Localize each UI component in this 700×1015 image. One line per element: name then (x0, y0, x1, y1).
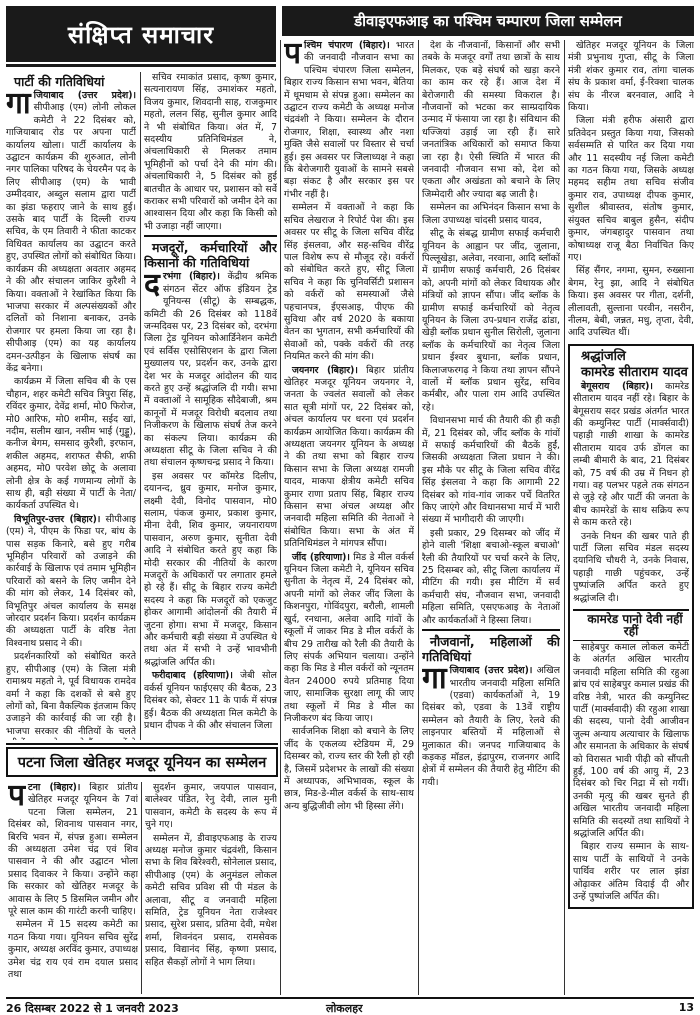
dateline: टना (बिहार)। (28, 782, 81, 793)
paragraph: सचिव रमाकांत प्रसाद, कृष्ण कुमार, सत्यनारायण सिंह, उमाशंकर महतो, विजय कुमार, शिवदानी साह, राजकुमार महतो, ललन सिंह, सुनील कुमार आदि ने भी संबोधित किया। अंत में, 7 सदस्यीय प्रतिनिधिमंडल ने, अंचलाधिकारी से मिलकर तमाम भूमिहीनों को पर्चा देने की मांग की। अंचलाधिकारी ने, 5 दिसंबर को हुई बातचीत के आधार पर, प्रशासन को सर्वे कराकर सभी परिवारों को जमीन देने का आश्वासन दिया और कहा कि किसी को भी उजाड़ा नहीं जाएगा। (144, 72, 277, 232)
dateline: जयनगर (बिहार)। (292, 364, 358, 376)
paragraph: इस अवसर पर कॉमरेड दिलीप, दयानन्द, ध्रुव कुमार, मनोज कुमार, लक्ष्मी देवी, विनोद पासवान, मो0 सलाम, पंकज कुमार, प्रकाश कुमार, मीना देवी, शिव कुमार, जयनारायण पासवान, अरुण कुमार, सुनीता देवी आदि ने संबोधित करते हुए कहा कि मोदी सरकार की नीतियों के कारण मजदूरों के अधिकारों पर लगातार हमले हो रहे हैं। सीटू के बिहार राज्य कमेटी सदस्य ने कहा कि मजदूरों को एकजुट होकर आगामी आंदोलनों की तैयारी में जुटना होगा। सभा में मजदूर, किसान और कर्मचारी बड़ी संख्या में उपस्थित थे तथा अंत में सभी ने उन्हें भावभीनी श्रद्धांजलि अर्पित की। (144, 470, 277, 668)
page-number: 13 (678, 1001, 694, 1014)
dateline: जींद (हरियाणा)। (292, 551, 350, 563)
tribute-subheading: कामरेड सीताराम यादव (581, 364, 688, 380)
paragraph: केंद्रीय श्रमिक संगठन सेंटर ऑफ इंडियन ट्रेड यूनियन्स (सीटू) के सम्बद्धक, कमिटी की 26 दिसंबर को 118वें जन्मदिवस पर, 23 दिसंबर को, दरभंगा जिला ट्रेड यूनियन कोआर्डिनेशन कमेटी एवं सर्विस एसोसिएशन के द्वारा जिला मुख्यालय पर, प्रदर्शन कर, उनके द्वारा देश भर के मजदूर आंदोलन की याद करते हुए उन्हें श्रद्धांजलि दी गयी। सभा में वक्ताओं ने सामूहिक सौदेबाजी, श्रम कानूनों में मजदूर विरोधी बदलाव तथा निजीकरण के खिलाफ संघर्ष तेज करने का संकल्प लिया। कार्यक्रम की अध्यक्षता सीटू के जिला सचिव ने की तथा संचालन कृष्णचन्द्र प्रसाद ने किया। (144, 271, 277, 469)
dateline: रभंगा (बिहार)। (162, 271, 220, 283)
paragraph: प्रदर्शनकारियों को संबोधित करते हुए, सीपीआइ (एम) के जिला मंत्री रामाश्रय महतो ने, पूर्व विधायक रामदेव वर्मा ने कहा कि दशकों से बसे हुए लोगों को, बिना वैकल्पिक इंतजाम किए उजाड़ने की कार्रवाई की जा रही है। भाजपा सरकार की नीतियों के चलते (6, 651, 136, 737)
paragraph: उनके निधन की खबर पाते ही पार्टी जिला सचिव मंडल सदस्य दयानिधि चौधरी ने, उनके निवास, पहाड़ी गाछी पहुंचकर, उन्हें पुष्पांजलि अर्पित करते हुए श्रद्धांजलि दी। (573, 530, 689, 604)
paragraph: सम्मेलन का अभिनंदन किसान सभा के जिला उपाध्यक्ष चांदसी प्रसाद यादव, (422, 202, 560, 226)
paragraph: कार्यक्रम में जिला सचिव बी के एस चौहान, शहर कमेटी सचिव त्रिपुरा सिंह, रविंदर कुमार, देवेंद्र शर्मा, मो0 फिरोज, मो0 आरिफ, मो0 शमीम, सईद खां, नदीम, सलीम खान, नसीम भाई (गुड्डू), कनीज बेगम, समसाद कुरैशी, इरफान, शकील अहमद, शराफत सैफी, शफी अहमद, मो0 परवेश छोटू के अलावा लोनी क्षेत्र के कई गणमान्य लोगों के साथ ही, बड़ी संख्या में पार्टी के नेता/कार्यकर्ता उपस्थित थे। (6, 376, 136, 512)
paragraph: जिला मंत्री हरीफ अंसारी द्वारा प्रतिवेदन प्रस्तुत किया गया, जिसको सर्वसम्मति से पारित कर दिया गया और 11 सदस्यीय नई जिला कमेटी का गठन किया गया, जिसके अध्यक्ष महमद सहीम तथा सचिव संजीव कुमार राव, उपाध्यक्ष दीपक कुमार, सुशील श्रीवास्तव, संतोष कुमार, संयुक्त सचिव बाबुल हुसैन, संदीप कुमार, जंगबहादुर पासवान तथा कोषाध्यक्ष राजू बैठा निर्वाचित किए गए। (568, 115, 694, 263)
column-divider (418, 40, 419, 995)
paragraph: विधानसभा मार्च की तैयारी की ही कड़ी में, 21 दिसंबर को, जींद ब्लॉक के गांवों में सफाई कर्मचारियों की बैठकें हुईं, जिसकी अध्यक्षता जिला प्रधान ने की। इस मौके पर सीटू के जिला सचिव वीरेंद्र सिंह इंसलवा ने कहा कि आगामी 22 दिसंबर को गांव-गांव जाकर पर्चे वितरित किए जाएंगे और विधानसभा मार्च में भारी संख्या में भागीदारी की जाएगी। (422, 415, 560, 526)
dateline: जियाबाद (उत्तर प्रदेश)। (33, 90, 136, 101)
workers-activities-kicker: मजदूरों, कर्मचारियों और किसानों की गतिविधियां (144, 235, 277, 270)
column-3 (284, 40, 414, 993)
obituary-heading: कामरेड पानो देवी नहीं रहीं (573, 609, 689, 641)
tribute-box (568, 344, 694, 910)
paragraph: सीपीआइ (एम) लोनी लोकल कमेटी ने 22 दिसंबर को, गाजियाबाद रोड पर अपना पार्टी कार्यालय खोला। पार्टी कार्यालय के उद्घाटन कार्यक्रम की शुरुआत, लोनी नगर पालिका परिषद के चेयरमैन पद के लिए सीपीआइ (एम) के भावी उम्मीदवार, अब्दुल सलाम द्वारा पार्टी का झंडा फहराए जाने के साथ हुई। उसके बाद पार्टी के दिल्ली राज्य सचिव, के एम तिवारी ने फीता काटकर विधिवत कार्यालय का उद्घाटन करते हुए, उपस्थित लोगों को संबोधित किया। कार्यक्रम की अध्यक्षता अवतार अहमद ने की और संचालन जाकिर कुरैशी ने किया। वक्ताओं ने रेखांकित किया कि भाजपा सरकार में अल्पसंख्यकों और दलितों को निशाना बनाकर, उनके रोजगार पर हमला किया जा रहा है। सीपीआइ (एम) का यह कार्यालय दमन-उत्पीड़न के खिलाफ संघर्ष का केंद्र बनेगा। (6, 102, 136, 374)
patna-headline: पटना जिला खेतिहर मजदूर यूनियन का सम्मेलन (6, 747, 278, 777)
paragraph: सम्मेलन में 15 सदस्य कमेटी का गठन किया गया। यूनियन सचिव सुरेंद्र कुमार, अध्यक्ष अरविंद कुमार, उपाध्यक्ष उमेश चंद्र राय एवं राम दयाल प्रसाद तथा (8, 919, 138, 981)
paragraph: देश के नौजवानों, किसानों और सभी तबके के मजदूर वर्गों तथा छात्रों के साथ मिलकर, एक बड़े संघर्ष को खड़ा करने का काम कर रहे हैं। आज देश में बेरोजगारी की समस्या विकराल है। नौजवानों को भटका कर साम्प्रदायिक उन्माद में फंसाया जा रहा है। संविधान की धज्जियां उड़ाई जा रही हैं। सारे जनतांत्रिक अधिकारों को समाप्त किया जा रहा है। ऐसी स्थिति में भारत की जनवादी नौजवान सभा को, देश को एकता और अखंडता को बचाने के लिए जिम्मेदारी और ज्यादा बढ़ जाती है। (422, 40, 560, 200)
paragraph: सम्मेलन में, डीवाइएफआइ के राज्य अध्यक्ष मनोज कुमार चंद्रवंशी, किसान सभा के शिव बिरेश्वरी, सोनेलाल प्रसाद, सीपीआइ (एम) के अनुमंडल लोकल कमेटी सचिव प्रविश सी पी मंडल के अलावा, सीटू व जनवादी महिला समिति, ट्रेड यूनियन नेता राजेश्वर प्रसाद, सुरेश प्रसाद, प्रतिमा देवी, मधेश शर्मा, शिवनंदन प्रसाद, रामसेवक प्रसाद, विद्यानंद सिंह, कृष्णा प्रसाद, सहित सैकड़ों लोगों ने भाग लिया। (145, 832, 277, 968)
dropcap: प (284, 40, 302, 71)
section-rule (6, 743, 278, 745)
paragraph: सम्मेलन में वक्ताओं ने कहा कि सचिव लेखराज ने रिपोर्ट पेश की। इस अवसर पर सीटू के जिला सचिव वीरेंद्र सिंह इंसलवा, और सह-सचिव वीरेंद्र पाल विशेष रूप से मौजूद रहे। वर्करों को संबोधित करते हुए, सीटू जिला सचिव ने कहा कि चुनिवर्सिटी प्रशासन को वर्करों को समस्याओं जैसे पहचानपत्र, ईएसआइ, पीएफ की सुविधा और वर्ष 2020 के बकाया वेतन का भुगतान, सभी कर्मचारियों की सेवाओं को, पक्के वर्करों की तरह नियमित करने की मांग की। (284, 202, 414, 363)
paragraph: खेतिहर मजदूर यूनियन के जिला मंत्री प्रभुनाथ गुप्ता, सीटू के जिला मंत्री शंकर कुमार राव, तांगा चालक संघ के प्रकाश वर्मा, ई-रिक्शा चालक संघ के नीरज बरनवाल, आदि ने किया। (568, 40, 694, 114)
tribute-heading: श्रद्धांजलि (581, 348, 626, 364)
column-1 (6, 72, 136, 740)
paragraph: बिहार प्रांतीय खेतिहर मजदूर यूनियन जयनगर ने, जनता के ज्वलंत सवालों को लेकर सात सूत्री मांगों पर, 22 दिसंबर को, अंचल कार्यालय पर धरना एवं प्रदर्शन कार्यक्रम आयोजित किया। कार्यक्रम की अध्यक्षता जयनगर यूनियन के अध्यक्ष ने की तथा सभा को बिहार राज्य किसान सभा के जिला अध्यक्ष रामजी यादव, माकपा क्षेत्रीय कमेटी सचिव कुमार राणा प्रताप सिंह, बिहार राज्य किसान सभा अंचल अध्यक्ष और जनवादी महिला समिति की नेताओं ने संबोधित किया। सभा के अंत में प्रतिनिधिमंडल ने मांगपत्र सौंपा। (284, 364, 414, 550)
column-divider (141, 782, 142, 994)
paragraph: सुदर्शन कुमार, जयपाल पासवान, बालेश्वर पंडित, रेनु देवी, लाल मुनी पासवान, कमेटी के सदस्य के रूप में चुने गए। (145, 782, 277, 831)
dateline: श्चिम चंपारण (बिहार)। (304, 40, 390, 51)
patna-column-2 (145, 782, 277, 994)
paragraph: भारत की जनवादी नौजवान सभा का पश्चिम चंपारण जिला सम्मेलन, बिहार राज्य किसान सभा भवन, बेतिया में धूमधाम से संपन्न हुआ। सम्मेलन का उद्घाटन राज्य कमेटी के अध्यक्ष मनोज चंद्रवंशी ने किया। सम्मेलन के दौरान रोजगार, शिक्षा, स्वास्थ्य और नशा मुक्ति जैसे सवालों पर विस्तार से चर्चा हुई। इस अवसर पर जिलाध्यक्ष ने कहा कि बेरोजगारी युवाओं के सामने सबसे बड़ा संकट है और सरकार इस पर गंभीर नहीं है। (284, 40, 414, 200)
paragraph: कामरेड सीताराम यादव नहीं रहे। बिहार के बेगूसराय सदर प्रखंड अंतर्गत भारत की कम्युनिस्ट पार्टी (मार्क्सवादी) पहाड़ी गाछी शाखा के कामरेड सीताराम यादव उर्फ डोंगल का लम्बी बीमारी के बाद, 21 दिसंबर को, 75 वर्ष की उम्र में निधन हो गया। वह पलभर पहले तक संगठन से जुड़े रहे और पार्टी की जनता के बीच कामरेडों के साथ सक्रिय रूप से काम करते रहे। (573, 380, 689, 529)
paragraph: बिहार प्रांतीय खेतिहर मजदूर यूनियन के 7वां पटना जिला सम्मेलन, 21 दिसंबर को, शिवनाथ पासवान नगर, बिरचि भवन में, संपन्न हुआ। सम्मेलन की अध्यक्षता उमेश चंद्र एवं शिव पासवान ने की और उद्घाटन भोला प्रसाद दिवाकर ने किया। उन्होंने कहा कि सरकार को खेतिहर मजदूर के आवास के लिए 5 डिसमिल जमीन और पूरे साल काम की गारंटी करनी चाहिए। (8, 782, 138, 918)
dateline: फरीदाबाद (हरियाणा)। (152, 670, 233, 682)
column-4 (422, 40, 560, 993)
section-masthead: संक्षिप्त समाचार (6, 6, 276, 62)
publication-name: लोकलहर (326, 1002, 363, 1015)
dropcap: द (144, 267, 160, 303)
paragraph: इसी प्रकार, 29 दिसम्बर को जींद में होने वाली 'शिक्षा बचाओ-स्कूल बचाओ' रैली की तैयारियों पर चर्चा करने के लिए, 25 दिसम्बर को, सीटू जिला कार्यालय में मीटिंग की गयी। इस मीटिंग में सर्व कर्मचारी संघ, नौजवान सभा, जनवादी महिला समिति, एसएफआइ के नेताओं और कार्यकर्ताओं ने हिस्सा लिया। (422, 527, 560, 626)
paragraph: सीटू के संबद्ध ग्रामीण सफाई कर्मचारी यूनियन के आह्वान पर जींद, जुलाना, पिल्लूखेड़ा, अलेवा, नरवाना, आदि ब्लॉकों में ग्रामीण सफाई कर्मचारी, 26 दिसंबर को, अपनी मांगों को लेकर विधायक और मंत्रियों को ज्ञापन सौंपा। जींद ब्लॉक के ग्रामीण सफाई कर्मचारियों को नेतृत्व यूनियन के जिला उप-प्रधान राजेंद्र ढांडा, खेड़ी ब्लॉक प्रधान सुनील सिरोली, जुलाना ब्लॉक के कर्मचारियों का नेतृत्व जिला प्रधान ईश्वर बुधाना, ब्लॉक प्रधान, किलाजफरगढ़ ने किया तथा ज्ञापन सौंपने वालों में ब्लॉक प्रधान सुरेंद्र, सचिव कर्मबीर, और पाला राम आदि उपस्थित रहे। (422, 228, 560, 413)
patna-column-1 (8, 782, 138, 994)
dateline: विभूतिपुर-उत्तर (बिहार)। (14, 513, 101, 525)
youth-women-kicker: नौजवानों, महिलाओं की गतिविधियां (422, 629, 560, 664)
main-headline: डीवाइएफआइ का पश्चिम चम्पारण जिला सम्मेलन (282, 6, 694, 36)
paragraph: सीपीआइ (एम) ने, पीएम के फिडा पर, बांध के पास सड़क किनारे, बसे हुए गरीब भूमिहीन परिवारों को उजाड़ने की कार्रवाई के खिलाफ एवं तमाम भूमिहीन परिवारों को बसने के लिए जमीन देने की मांग को लेकर, 14 दिसंबर को, विभूतिपुर अंचल कार्यालय के समक्ष जोरदार प्रदर्शन किया। प्रदर्शन कार्यक्रम की अध्यक्षता पार्टी के वरिष्ठ नेता विश्वनाथ प्रसाद ने की। (6, 513, 136, 649)
dropcap: प (8, 782, 26, 813)
column-2 (144, 72, 277, 740)
page-footer (6, 997, 694, 1013)
paragraph: अखिल भारतीय जनवादी महिला समिति (एडवा) कार्यकर्ताओं ने, 19 दिसंबर को, एडवा के 13वें राष्ट्रीय सम्मेलन को तैयारी के लिए, रेलवे की लाइनपार बस्तियों में महिलाओं से मुलाकात की। जनपद गाजियाबाद के कड़कड़ मॉडल, इंद्रापुरम, राजनगर आदि क्षेत्रों में सम्मेलन की तैयारी हेतु मीटिंग की गयी। (422, 665, 560, 788)
dateline: बेगूसराय (बिहार)। (581, 380, 653, 392)
paragraph: सिंह सैंगर, नगमा, सुमन, रुख्साना बेगम, रेनु झा, आदि ने संबोधित किया। इस अवसर पर गीता, दर्शनी, लीलावती, सुल्ताना परवीन, नसरीन, नीलम, बेबी, जन्नत, मधु, तृप्ता, देवी, आदि उपस्थित थीं। (568, 265, 694, 339)
dropcap: गा (422, 661, 447, 697)
masthead-rule (6, 64, 276, 67)
paragraph: बिहार राज्य सम्मान के साथ-साथ पार्टी के साथियों ने उनके पार्थिव शरीर पर लाल झंडा ओढ़ाकर अंतिम विदाई दी और उन्हें पुष्पांजलि अर्पित की। (573, 841, 689, 902)
paragraph: सार्वजनिक शिक्षा को बचाने के लिए जींद के एकलव्य स्टेडियम में, 29 दिसम्बर को, राज्य स्तर की रैली हो रही है, जिसमें प्रदेशभर के लाखों की संख्या में अध्यापक, अभिभावक, स्कूल के छात्र, मिड-डे-मील वर्कर्स के साथ-साथ अन्य बुद्धिजीवी लोग भी हिस्सा लेंगे। (284, 726, 414, 812)
issue-date: 26 दिसम्बर 2022 से 1 जनवरी 2023 (6, 1002, 179, 1015)
column-divider (564, 40, 565, 995)
dropcap: गा (6, 86, 31, 121)
party-activities-kicker: पार्टी की गतिविधियां (14, 74, 105, 89)
paragraph: जेबी सोल वर्कर्स यूनियन फाईएसए की बैठक, 23 दिसंबर को, सेक्टर 11 के पार्क में संपन्न हुई। बैठक की अध्यक्षता मिल कमेटी के प्रधान दीपक ने की और संचालन जिला (144, 670, 277, 731)
column-divider (280, 40, 281, 995)
dateline: जियाबाद (उत्तर प्रदेश)। (449, 665, 533, 677)
column-5 (568, 40, 694, 993)
paragraph: मिड डे मील वर्कर्स यूनियन जिला कमेटी ने, यूनियन सचिव सुनीता के नेतृत्व में, 24 दिसंबर को, अपनी मांगों को लेकर जींद जिला के किशनपुरा, गोविंदपुरा, बरौली, शामली खुर्द, रनधाना, अलेवा आदि गांवों के स्कूलों में जाकर मिड डे मील वर्करों के बीच 29 तारीख को रैली की तैयारी के लिए संपर्क अभियान चलाया। उन्होंने कहा कि मिड डे मील वर्करों को न्यूनतम वेतन 24000 रुपये प्रतिमाह दिया जाए, सामाजिक सुरक्षा लागू की जाए तथा स्कूलों में मिड डे मील का निजीकरण बंद किया जाए। (284, 551, 414, 724)
paragraph: साहेबपुर कमाल लोकल कमेटी के अंतर्गत अखिल भारतीय जनवादी महिला समिति की रहुआ ब्रांच एवं साहेबपुर कमाल प्रखंड की वरिष्ठ नेत्री, भारत की कम्युनिस्ट पार्टी (मार्क्सवादी) की रहुआ शाखा की सदस्य, पानो देवी आजीवन जुल्म अन्याय अत्याचार के खिलाफ और समानता के अधिकार के संघर्ष को विरासत भावी पीढ़ी को सौंपती हुई, 100 वर्ष की आयु में, 23 दिसंबर को चिर निद्रा में सो गयीं। उनकी मृत्यु की खबर सुनते ही अखिल भारतीय जनवादी महिला समिति की सदस्यों तथा साथियों ने श्रद्धांजलि अर्पित की। (573, 641, 689, 839)
column-divider (140, 72, 141, 740)
